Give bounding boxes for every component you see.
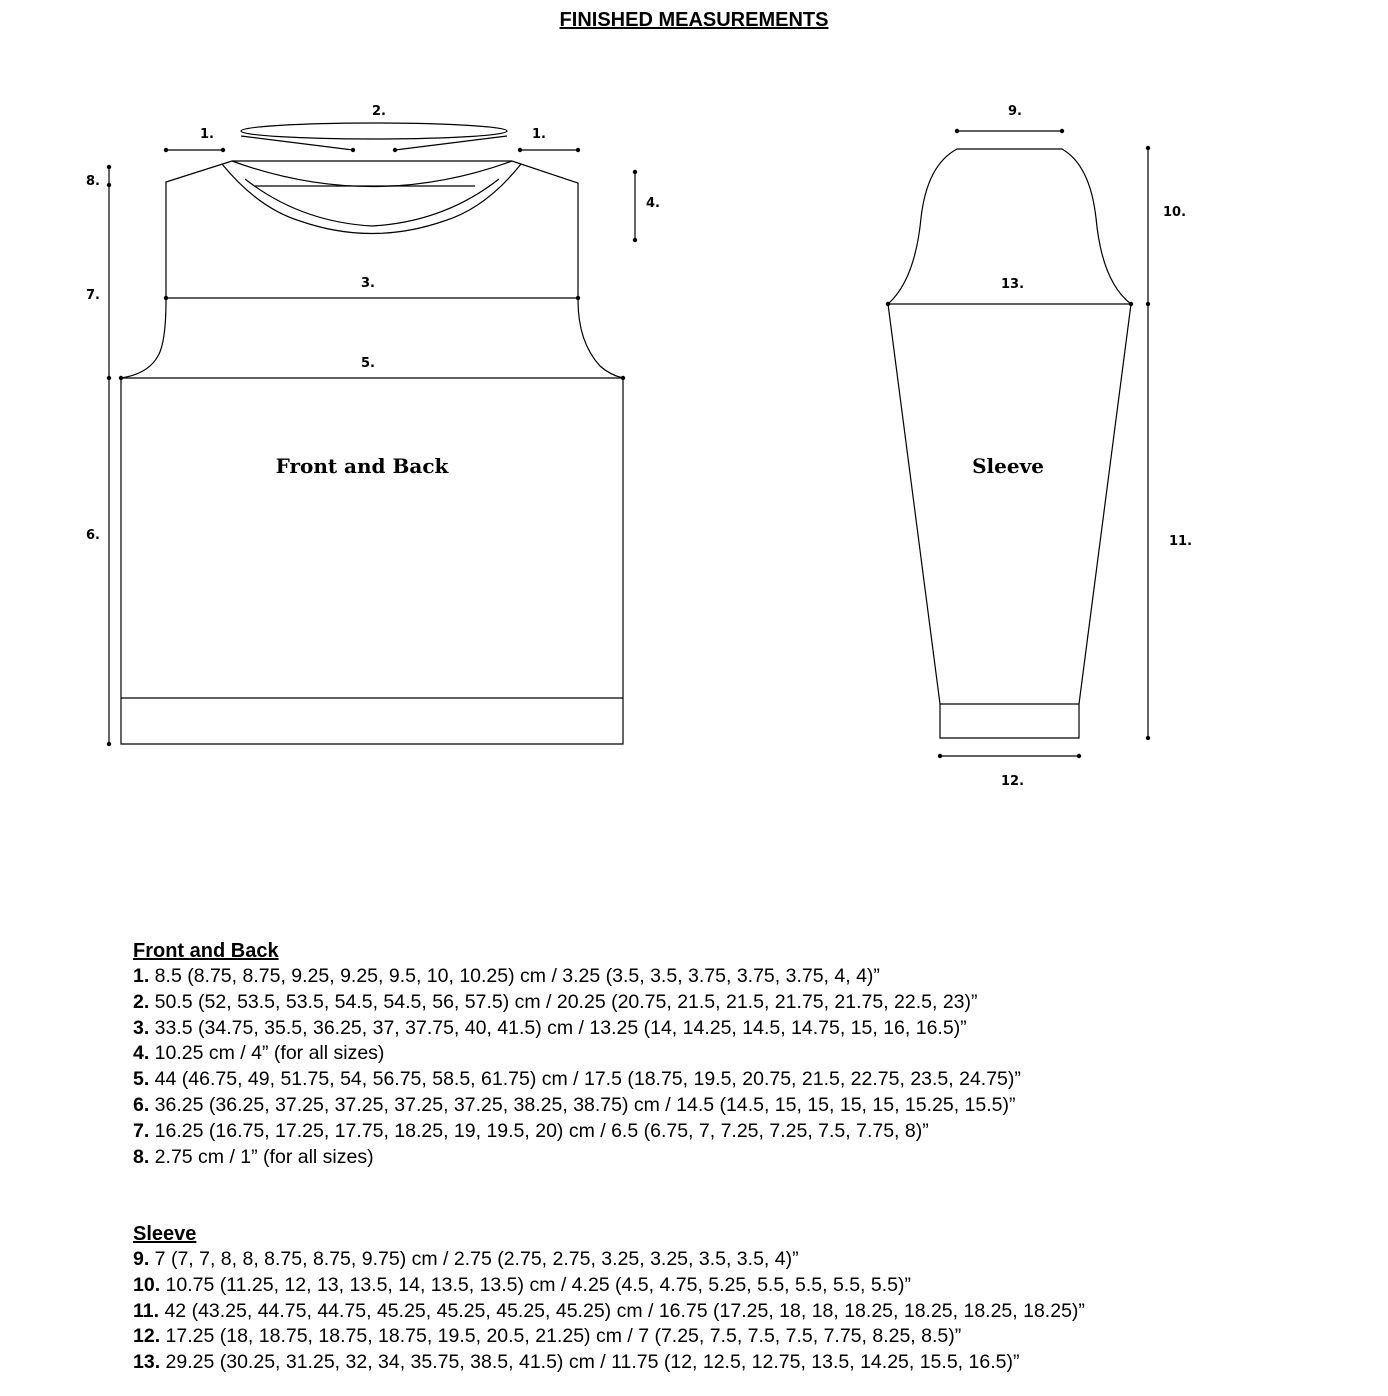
legend-row <box>133 1119 1021 1145</box>
legend-text: 2.75 cm / 1” (for all sizes) <box>149 1145 374 1168</box>
callout-12: 12. <box>1001 774 1025 789</box>
legend-row <box>133 1324 1085 1350</box>
callout-10: 10. <box>1163 205 1187 220</box>
legend-number: 10. <box>133 1273 161 1296</box>
legend-text: 16.25 (16.75, 17.25, 17.75, 18.25, 19, 19.5, 20) cm / 6.5 (6.75, 7, 7.25, 7.25, 7.5, 7.75, 8)” <box>149 1119 929 1142</box>
callout-13: 13. <box>1001 277 1025 292</box>
legend-text: 10.75 (11.25, 12, 13, 13.5, 14, 13.5, 13.5) cm / 4.25 (4.5, 4.75, 5.25, 5.5, 5.5, 5.5, 5.5)” <box>160 1273 911 1296</box>
legend-number: 4. <box>133 1042 150 1065</box>
legend-row <box>133 1093 1021 1119</box>
legend-text: 36.25 (36.25, 37.25, 37.25, 37.25, 37.25, 38.25, 38.75) cm / 14.5 (14.5, 15, 15, 15, 15, 15.25, 15.5)” <box>149 1093 1016 1116</box>
legend-row <box>133 1299 1085 1325</box>
legend-number: 5. <box>133 1068 150 1091</box>
callout-2: 2. <box>372 104 386 119</box>
legend-text: 29.25 (30.25, 31.25, 32, 34, 35.75, 38.5, 41.5) cm / 11.75 (12, 12.5, 12.75, 13.5, 14.25, 15.5, 16.5)” <box>160 1351 1020 1374</box>
legend-number: 9. <box>133 1248 150 1270</box>
legend-row <box>133 1145 1021 1171</box>
front-back-legend <box>133 938 1021 1170</box>
legend-row <box>133 1067 1021 1093</box>
legend-number: 11. <box>133 1299 160 1322</box>
legend-text: 50.5 (52, 53.5, 53.5, 54.5, 54.5, 56, 57.5) cm / 20.25 (20.75, 21.5, 21.5, 21.75, 21.75, 22.5, 23)” <box>149 990 978 1013</box>
callout-3: 3. <box>361 276 375 291</box>
legend-row <box>133 1273 1085 1299</box>
sleeve-legend <box>133 1221 1085 1376</box>
legend-number: 3. <box>133 1016 150 1039</box>
callout-11: 11. <box>1169 534 1193 549</box>
front-back-label: Front and Back <box>275 454 449 478</box>
legend-number: 8. <box>133 1145 150 1168</box>
front-back-heading: Front and Back <box>133 940 279 962</box>
dimension-lines <box>109 131 1148 756</box>
callout-7: 7. <box>86 288 100 303</box>
legend-row <box>133 1016 1021 1042</box>
sleeve-outline <box>888 149 1131 738</box>
legend-text: 44 (46.75, 49, 51.75, 54, 56.75, 58.5, 61.75) cm / 17.5 (18.75, 19.5, 20.75, 21.5, 22.75, 23.5, 24.75)” <box>149 1068 1021 1091</box>
legend-text: 7 (7, 7, 8, 8, 8.75, 8.75, 9.75) cm / 2.75 (2.75, 2.75, 3.25, 3.25, 3.5, 3.5, 4)” <box>149 1248 799 1270</box>
callout-9: 9. <box>1008 104 1022 119</box>
callout-5: 5. <box>361 356 375 371</box>
sleeve-label: Sleeve <box>972 454 1044 478</box>
legend-number: 6. <box>133 1093 150 1116</box>
callout-4: 4. <box>646 196 660 211</box>
legend-number: 12. <box>133 1325 161 1348</box>
legend-text: 33.5 (34.75, 35.5, 36.25, 37, 37.75, 40, 41.5) cm / 13.25 (14, 14.25, 14.5, 14.75, 15, 16, 16.5)” <box>149 1016 967 1039</box>
page-title: FINISHED MEASUREMENTS <box>559 9 829 31</box>
legend-number: 1. <box>133 965 150 987</box>
legend-text: 17.25 (18, 18.75, 18.75, 18.75, 19.5, 20.5, 21.25) cm / 7 (7.25, 7.5, 7.5, 7.5, 7.75, 8.25, 8.5)” <box>160 1325 962 1348</box>
legend-row <box>133 964 1021 990</box>
callout-6: 6. <box>86 528 100 543</box>
sleeve-heading: Sleeve <box>133 1223 197 1245</box>
legend-text: 42 (43.25, 44.75, 44.75, 45.25, 45.25, 45.25, 45.25) cm / 16.75 (17.25, 18, 18, 18.25, 18.25, 18.25, 18.25)” <box>159 1299 1085 1322</box>
legend-row <box>133 1041 1021 1067</box>
legend-row <box>133 990 1021 1016</box>
dimension-endpoints <box>107 129 1150 758</box>
callout-1-left: 1. <box>200 127 214 142</box>
legend-row <box>133 1350 1085 1376</box>
callout-8: 8. <box>86 174 100 189</box>
legend-text: 10.25 cm / 4” (for all sizes) <box>149 1042 385 1065</box>
legend-number: 13. <box>133 1351 161 1374</box>
legend-number: 2. <box>133 990 150 1013</box>
legend-text: 8.5 (8.75, 8.75, 9.25, 9.25, 9.5, 10, 10.25) cm / 3.25 (3.5, 3.5, 3.75, 3.75, 3.75, 4, 4)” <box>149 965 880 987</box>
legend-row <box>133 1247 1085 1273</box>
legend-number: 7. <box>133 1119 150 1142</box>
callout-1-right: 1. <box>532 127 546 142</box>
front-back-outline <box>121 123 623 744</box>
